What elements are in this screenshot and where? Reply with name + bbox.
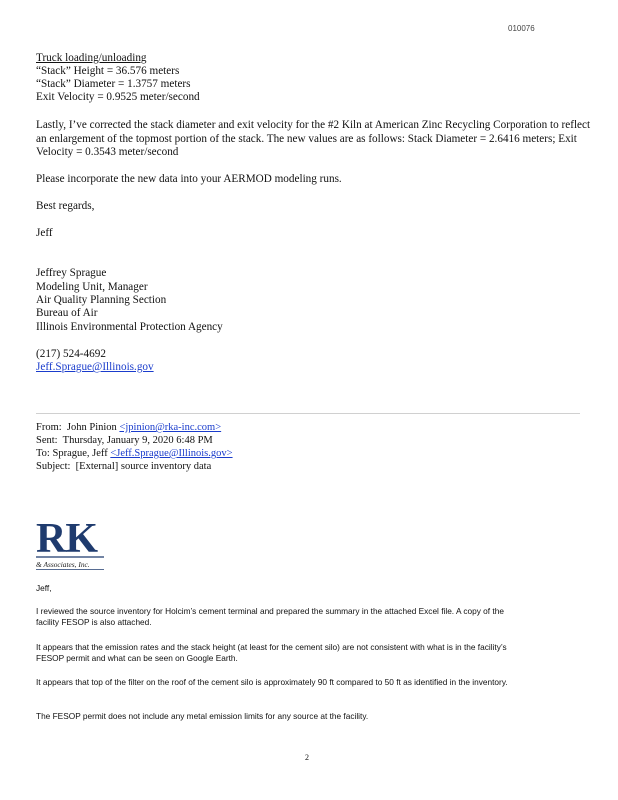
truck-heading: Truck loading/unloading xyxy=(36,52,147,64)
sent-label: Sent: xyxy=(36,435,58,446)
email2-paragraph-4: The FESOP permit does not include any metal emission limits for any source at the facility. xyxy=(36,711,369,721)
to-name: Sprague, Jeff xyxy=(52,448,111,459)
header-subject xyxy=(36,460,211,473)
signature-email-link[interactable]: Jeff.Sprague@Illinois.gov xyxy=(36,361,154,373)
logo-tagline: & Associates, Inc. xyxy=(36,560,90,569)
from-name: John Pinion xyxy=(66,422,120,433)
email2-greeting: Jeff, xyxy=(36,583,52,593)
from-email-link[interactable]: <jpinion@rka-inc.com> xyxy=(119,422,222,433)
truck-stack-height: “Stack” Height = 36.576 meters xyxy=(36,65,180,77)
logo-letters: RK xyxy=(36,516,97,562)
signature-name: Jeffrey Sprague xyxy=(36,267,107,279)
header-from xyxy=(36,421,221,434)
message-divider xyxy=(36,413,580,414)
page-number: 2 xyxy=(305,753,309,762)
closing-regards: Best regards, xyxy=(36,200,95,212)
from-label: From: xyxy=(36,422,62,433)
subject-label: Subject: xyxy=(36,461,71,472)
signature-agency: Illinois Environmental Protection Agency xyxy=(36,321,223,333)
email2-paragraph-3: It appears that top of the filter on the roof of the cement silo is approximately 90 ft compared to 50 ft as identified in the inventory. xyxy=(36,677,508,687)
rk-associates-logo xyxy=(36,516,106,572)
sent-value: Thursday, January 9, 2020 6:48 PM xyxy=(62,435,213,446)
email2-paragraph-2: It appears that the emission rates and the stack height (at least for the cement silo) are not consistent with what is in the facility’s FESOP permit and what can be seen on Google Earth. xyxy=(36,642,507,663)
signoff-name: Jeff xyxy=(36,227,53,239)
header-sent xyxy=(36,434,213,447)
signature-bureau: Bureau of Air xyxy=(36,307,98,319)
signature-section: Air Quality Planning Section xyxy=(36,294,167,306)
to-email-link[interactable]: <Jeff.Sprague@Illinois.gov> xyxy=(110,448,233,459)
document-number: 010076 xyxy=(508,24,535,33)
paragraph-stack-correction: Lastly, I’ve corrected the stack diameter and exit velocity for the #2 Kiln at American Zinc Recycling Corporation to reflect an enlargement of the topmost portion of the stack. The new values are as follows: Stack Diameter = 2.6416 meters; Exit Velocity = 0.3543 meter/second xyxy=(36,119,591,158)
signature-phone: (217) 524-4692 xyxy=(36,348,106,360)
header-to xyxy=(36,447,233,460)
signature-title: Modeling Unit, Manager xyxy=(36,281,148,293)
email2-paragraph-1: I reviewed the source inventory for Holcim’s cement terminal and prepared the summary in the attached Excel file. A copy of the facility FESOP is also attached. xyxy=(36,606,504,627)
to-label: To: xyxy=(36,448,50,459)
truck-exit-velocity: Exit Velocity = 0.9525 meter/second xyxy=(36,91,200,103)
paragraph-aermod: Please incorporate the new data into your AERMOD modeling runs. xyxy=(36,173,342,185)
truck-stack-diameter: “Stack” Diameter = 1.3757 meters xyxy=(36,78,191,90)
subject-value: [External] source inventory data xyxy=(75,461,212,472)
